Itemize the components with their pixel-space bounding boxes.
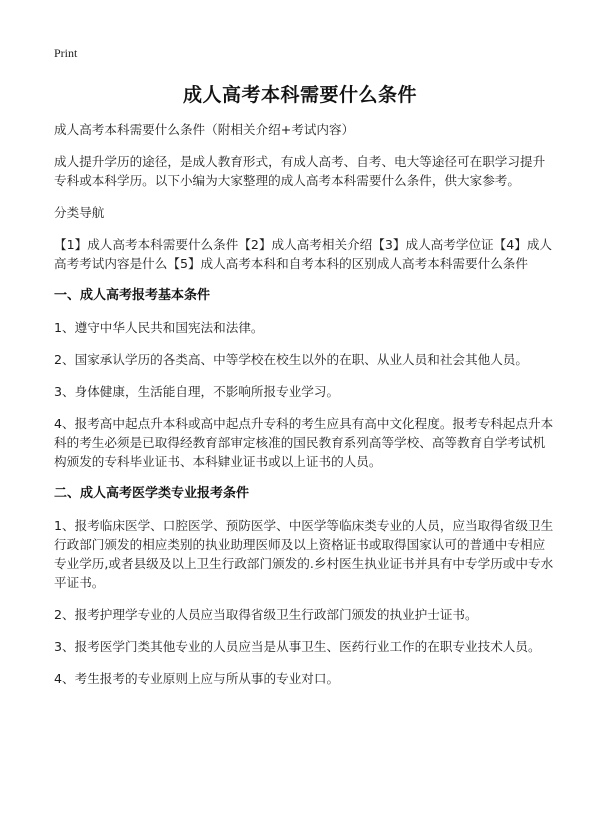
list-item: 4、报考高中起点升本科或高中起点升专科的考生应具有高中文化程度。报考专科起点升本科的考生必须是已取得经教育部审定核准的国民教育系列高等学校、高等教育自学考试机构颁发的专科毕业证书、本科肄业证书或以上证书的人员。 — [54, 416, 554, 469]
list-item: 1、报考临床医学、口腔医学、预防医学、中医学等临床类专业的人员，应当取得省级卫生行政部门颁发的相应类别的执业助理医师及以上资格证书或取得国家认可的普通中专相应专业学历,或者县级及以上卫生行政部门颁发的.乡村医生执业证书并具有中专学历或中专水平证书。 — [54, 518, 554, 590]
list-item: 3、身体健康，生活能自理，不影响所报专业学习。 — [54, 384, 340, 399]
section-heading-basic-conditions: 一、成人高考报考基本条件 — [54, 288, 211, 303]
section-heading-medical-conditions: 二、成人高考医学类专业报考条件 — [54, 486, 250, 501]
list-item: 2、报考护理学专业的人员应当取得省级卫生行政部门颁发的执业护士证书。 — [54, 607, 478, 622]
list-item: 2、国家承认学历的各类高、中等学校在校生以外的在职、从业人员和社会其他人员。 — [54, 352, 528, 367]
category-nav-label: 分类导航 — [54, 205, 105, 220]
list-item: 3、报考医学门类其他专业的人员应当是从事卫生、医药行业工作的在职专业技术人员。 — [54, 639, 541, 654]
article-intro: 成人提升学历的途径，是成人教育形式，有成人高考、自考、电大等途径可在职学习提升专科或本科学历。以下小编为大家整理的成人高考本科需要什么条件，供大家参考。 — [54, 154, 546, 188]
page-title: 成人高考本科需要什么条件 — [182, 84, 417, 106]
list-item: 4、考生报考的专业原则上应与所从事的专业对口。 — [54, 671, 340, 686]
list-item: 1、遵守中华人民共和国宪法和法律。 — [54, 320, 264, 335]
article-body — [54, 120, 554, 701]
category-nav-links[interactable]: 【1】成人高考本科需要什么条件【2】成人高考相关介绍【3】成人高考学位证【4】成人高考考试内容是什么【5】成人高考本科和自考本科的区别成人高考本科需要什么条件 — [54, 237, 553, 271]
article-subtitle: 成人高考本科需要什么条件（附相关介绍+考试内容） — [54, 122, 355, 137]
print-label[interactable]: Print — [54, 46, 78, 60]
